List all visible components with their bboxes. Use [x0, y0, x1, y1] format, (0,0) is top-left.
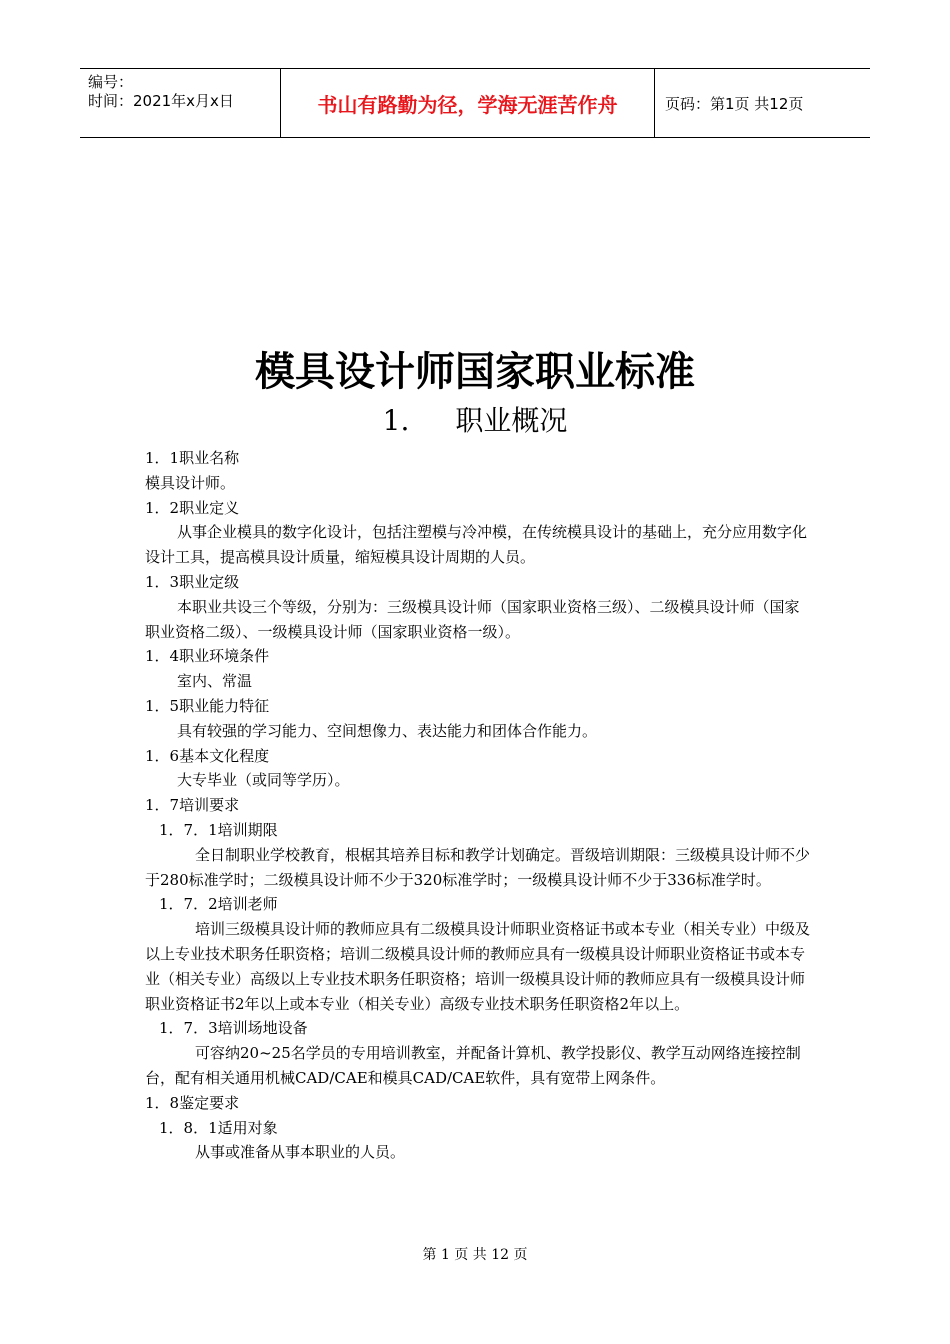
- heading-1-5: 1．5职业能力特征: [145, 696, 270, 715]
- number-label: 编号：: [88, 73, 134, 91]
- paragraph: 培训三级模具设计师的教师应具有二级模具设计师职业资格证书或本专业（相关专业）中级及以上专业技术职务任职资格；培训二级模具设计师的教师应具有一级模具设计师职业资格证书或本专业（相关专业）高级以上专业技术职务任职资格；培训一级模具设计师的教师应具有一级模具设计师职业资格证书2年以上或本专业（相关专业）高级专业技术职务任职资格2年以上。: [145, 920, 811, 1013]
- heading-1-4: 1．4职业环境条件: [145, 647, 270, 666]
- paragraph: 从事或准备从事本职业的人员。: [195, 1143, 406, 1162]
- section-heading: [0, 402, 950, 440]
- paragraph: 从事企业模具的数字化设计，包括注塑模与冷冲模，在传统模具设计的基础上，充分应用数字化设计工具，提高模具设计质量，缩短模具设计周期的人员。: [145, 523, 808, 567]
- heading-1-2: 1．2职业定义: [145, 498, 240, 517]
- heading-1-7-2: 1．7．2培训老师: [159, 895, 278, 914]
- paragraph: 大专毕业（或同等学历）。: [177, 771, 350, 790]
- heading-1-3: 1．3职业定级: [145, 572, 240, 591]
- page-footer: 第 1 页 共 12 页: [422, 1247, 528, 1263]
- heading-1-8-1: 1．8．1适用对象: [159, 1118, 278, 1137]
- paragraph: 室内、常温: [177, 672, 253, 691]
- header-motto: 书山有路勤为径，学海无涯苦作舟: [281, 69, 655, 137]
- document-body: [145, 446, 810, 1165]
- section-title: 职业概况: [455, 404, 568, 437]
- header-page-info: 页码：第1页 共12页: [665, 94, 804, 113]
- page-header: [80, 68, 870, 138]
- heading-1-1: 1．1职业名称: [145, 449, 240, 467]
- heading-1-8: 1．8鉴定要求: [145, 1093, 240, 1112]
- paragraph: 模具设计师。: [145, 473, 236, 492]
- section-number: 1.: [382, 404, 410, 437]
- heading-1-7-1: 1．7．1培训期限: [159, 820, 278, 839]
- document-title: 模具设计师国家职业标准: [255, 349, 695, 395]
- heading-1-7-3: 1．7．3培训场地设备: [159, 1019, 308, 1038]
- paragraph: 具有较强的学习能力、空间想像力、表达能力和团体合作能力。: [177, 721, 598, 740]
- heading-1-7: 1．7培训要求: [145, 796, 240, 815]
- paragraph: 全日制职业学校教育，根椐其培养目标和教学计划确定。晋级培训期限：三级模具设计师不少于280标准学时；二级模具设计师不少于320标准学时；一级模具设计师不少于336标准学时。: [145, 845, 811, 889]
- paragraph: 可容纳20~25名学员的专用培训教室，并配备计算机、教学投影仪、教学互动网络连接控制台，配有相关通用机械CAD/CAE和模具CAD/CAE软件，具有宽带上网条件。: [145, 1044, 801, 1087]
- heading-1-6: 1．6基本文化程度: [145, 746, 270, 765]
- paragraph: 本职业共设三个等级，分别为：三级模具设计师（国家职业资格三级）、二级模具设计师（国家职业资格二级）、一级模具设计师（国家职业资格一级）。: [145, 597, 800, 641]
- header-meta: [80, 69, 281, 137]
- time-label: 时间：2021年x月x日: [88, 92, 234, 110]
